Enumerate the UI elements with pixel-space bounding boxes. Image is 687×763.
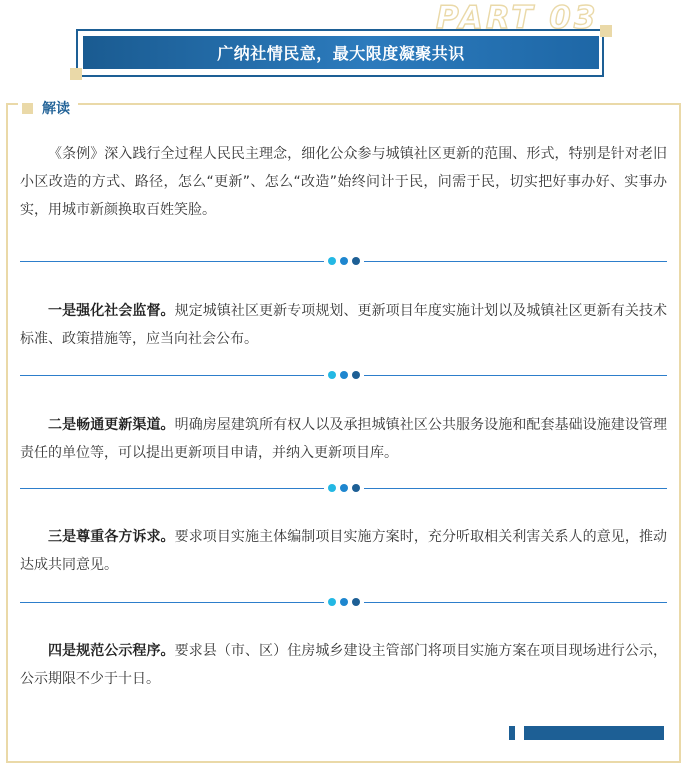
dot-icon xyxy=(352,371,360,379)
section-title: 广纳社情民意，最大限度凝聚共识 xyxy=(217,44,465,63)
label-square-icon xyxy=(22,103,33,114)
dot-divider xyxy=(20,484,667,494)
dot-icon xyxy=(340,484,348,492)
dot-divider xyxy=(20,598,667,608)
footer-bar xyxy=(524,726,664,740)
dot-icon xyxy=(328,257,336,265)
point-text: 规定城镇社区更新专项规划、更新项目年度实施计划以及城镇社区更新有关技术标准、政策措施等，应当向社会公布。 xyxy=(20,303,668,347)
dot-icon xyxy=(352,484,360,492)
dot-icon xyxy=(328,598,336,606)
dot-icon xyxy=(340,371,348,379)
decor-square-bottom-left xyxy=(70,68,82,80)
section-label xyxy=(18,96,78,120)
divider-dots xyxy=(324,371,364,379)
section-label-text: 解读 xyxy=(42,101,70,117)
point-paragraph-4 xyxy=(20,637,667,693)
part-number-mark: PART 03 xyxy=(436,0,599,36)
dot-divider xyxy=(20,371,667,381)
point-paragraph-2 xyxy=(20,411,667,467)
dot-icon xyxy=(340,257,348,265)
divider-dots xyxy=(324,257,364,265)
intro-text: 《条例》深入践行全过程人民民主理念，细化公众参与城镇社区更新的范围、形式，特别是针对老旧小区改造的方式、路径，怎么“更新”、怎么“改造”始终问计于民，问需于民，切实把好事办好、实事办实，用城市新颜换取百姓笑脸。 xyxy=(20,146,667,218)
dot-icon xyxy=(340,598,348,606)
point-lead: 二是畅通更新渠道。 xyxy=(48,417,175,433)
point-lead: 三是尊重各方诉求。 xyxy=(48,529,175,545)
point-text: 明确房屋建筑所有权人以及承担城镇社区公共服务设施和配套基础设施建设管理责任的单位等，可以提出更新项目申请，并纳入更新项目库。 xyxy=(20,417,668,461)
point-paragraph-3 xyxy=(20,523,667,579)
divider-dots xyxy=(324,484,364,492)
footer-bar-small xyxy=(509,726,515,740)
point-text: 要求县（市、区）住房城乡建设主管部门将项目实施方案在项目现场进行公示，公示期限不少于十日。 xyxy=(20,643,668,687)
decor-square-top-right xyxy=(600,25,612,37)
dot-icon xyxy=(328,484,336,492)
point-lead: 四是规范公示程序。 xyxy=(48,643,175,659)
point-lead: 一是强化社会监督。 xyxy=(48,303,175,319)
point-paragraph-1 xyxy=(20,297,667,353)
divider-dots xyxy=(324,598,364,606)
point-text: 要求项目实施主体编制项目实施方案时，充分听取相关利害关系人的意见，推动达成共同意见。 xyxy=(20,529,668,573)
title-banner xyxy=(83,36,599,69)
intro-paragraph xyxy=(20,140,667,224)
dot-icon xyxy=(328,371,336,379)
dot-divider xyxy=(20,257,667,267)
dot-icon xyxy=(352,257,360,265)
dot-icon xyxy=(352,598,360,606)
